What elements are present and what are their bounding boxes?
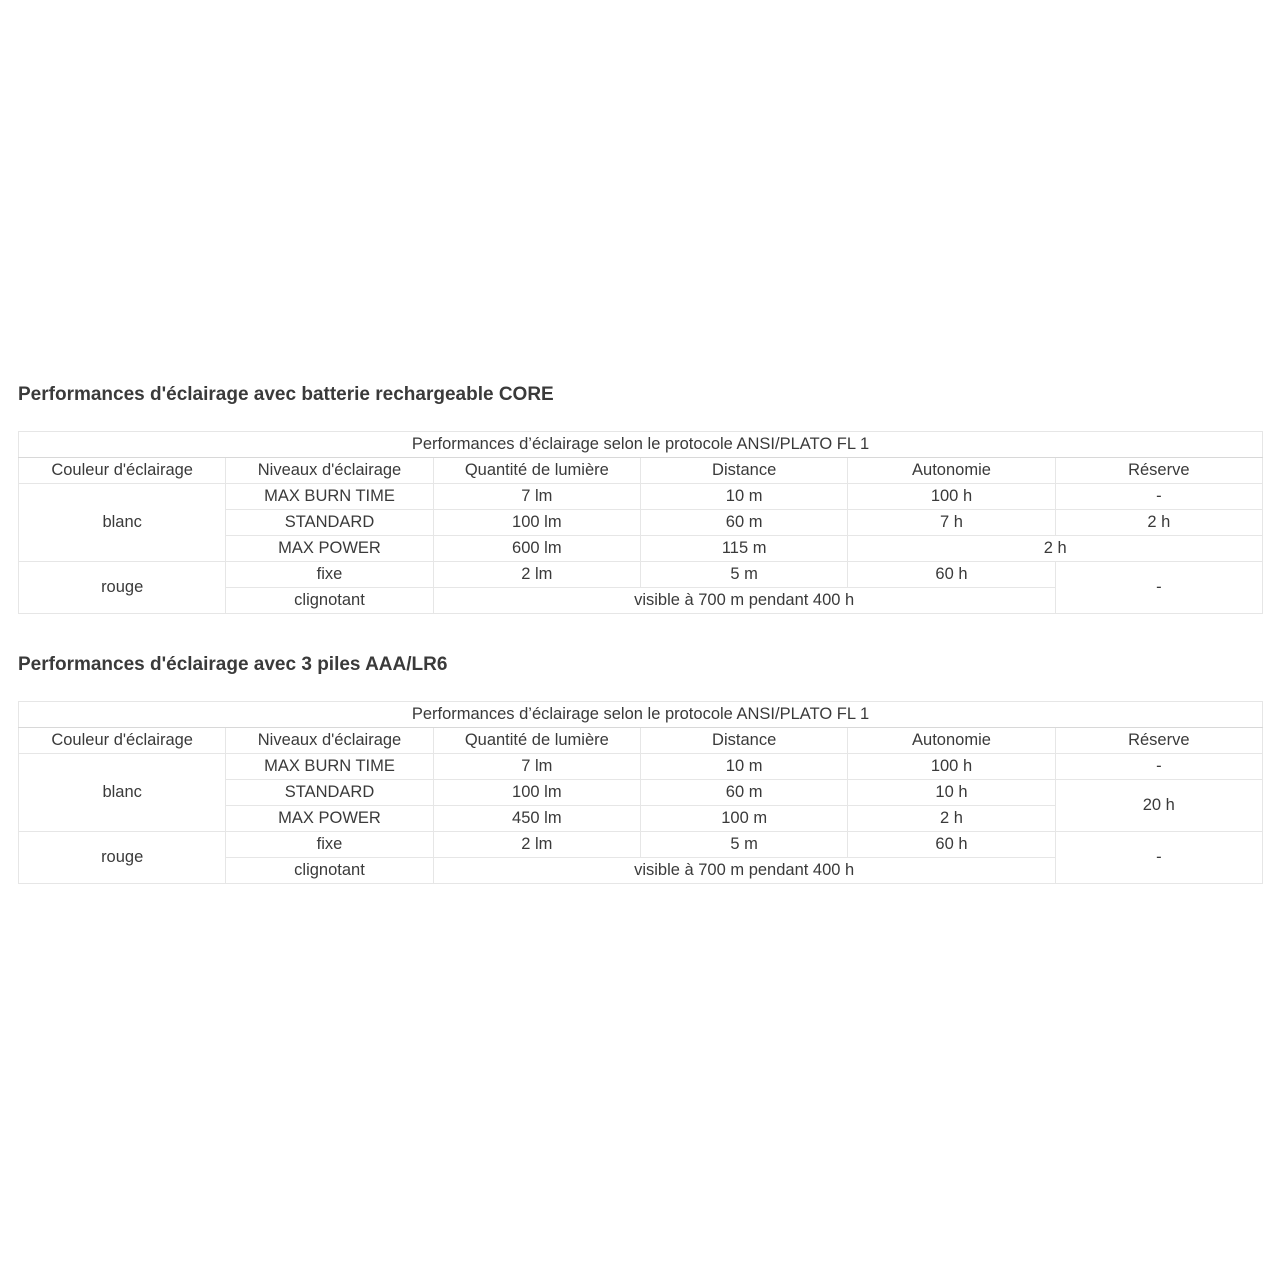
level-cell: STANDARD: [226, 510, 433, 536]
performance-table-core: [18, 431, 1263, 614]
reserve-cell: -: [1055, 484, 1262, 510]
header-level: Niveaux d'éclairage: [226, 458, 433, 484]
table-header-row: [19, 728, 1263, 754]
color-cell-white: blanc: [19, 484, 226, 562]
header-reserve: Réserve: [1055, 728, 1262, 754]
section-core-battery: [18, 383, 1263, 609]
distance-cell: 10 m: [640, 754, 847, 780]
blink-info-cell: visible à 700 m pendant 400 h: [433, 588, 1055, 614]
level-cell: fixe: [226, 562, 433, 588]
header-color: Couleur d'éclairage: [19, 728, 226, 754]
autonomy-cell: 7 h: [848, 510, 1055, 536]
quantity-cell: 7 lm: [433, 484, 640, 510]
autonomy-reserve-cell: 2 h: [848, 536, 1263, 562]
distance-cell: 60 m: [640, 780, 847, 806]
header-distance: Distance: [640, 458, 847, 484]
distance-cell: 5 m: [640, 562, 847, 588]
level-cell: MAX BURN TIME: [226, 754, 433, 780]
autonomy-cell: 60 h: [848, 832, 1055, 858]
quantity-cell: 100 lm: [433, 510, 640, 536]
table-header-row: [19, 458, 1263, 484]
table-caption-row: [19, 432, 1263, 458]
level-cell: MAX BURN TIME: [226, 484, 433, 510]
autonomy-cell: 60 h: [848, 562, 1055, 588]
color-cell-red: rouge: [19, 832, 226, 884]
table-caption-row: [19, 702, 1263, 728]
table-row: [19, 754, 1263, 780]
distance-cell: 100 m: [640, 806, 847, 832]
blink-info-cell: visible à 700 m pendant 400 h: [433, 858, 1055, 884]
table-row: [19, 562, 1263, 588]
quantity-cell: 100 lm: [433, 780, 640, 806]
section-title: Performances d'éclairage avec 3 piles AAA/LR6: [18, 654, 448, 675]
reserve-cell-red: -: [1055, 832, 1262, 884]
reserve-cell-white: 20 h: [1055, 780, 1262, 832]
header-reserve: Réserve: [1055, 458, 1262, 484]
section-aaa-batteries: [18, 653, 1263, 879]
level-cell: fixe: [226, 832, 433, 858]
color-cell-red: rouge: [19, 562, 226, 614]
quantity-cell: 7 lm: [433, 754, 640, 780]
distance-cell: 10 m: [640, 484, 847, 510]
distance-cell: 5 m: [640, 832, 847, 858]
table-row: [19, 832, 1263, 858]
color-cell-white: blanc: [19, 754, 226, 832]
reserve-cell: -: [1055, 754, 1262, 780]
table-caption: Performances d’éclairage selon le protocole ANSI/PLATO FL 1: [19, 702, 1263, 728]
header-autonomy: Autonomie: [848, 728, 1055, 754]
level-cell: STANDARD: [226, 780, 433, 806]
quantity-cell: 2 lm: [433, 832, 640, 858]
quantity-cell: 2 lm: [433, 562, 640, 588]
reserve-cell-red: -: [1055, 562, 1262, 614]
header-level: Niveaux d'éclairage: [226, 728, 433, 754]
autonomy-cell: 100 h: [848, 754, 1055, 780]
distance-cell: 115 m: [640, 536, 847, 562]
level-cell: MAX POWER: [226, 806, 433, 832]
autonomy-cell: 2 h: [848, 806, 1055, 832]
level-cell: clignotant: [226, 858, 433, 884]
level-cell: MAX POWER: [226, 536, 433, 562]
distance-cell: 60 m: [640, 510, 847, 536]
performance-table-aaa: [18, 701, 1263, 884]
table-caption: Performances d’éclairage selon le protocole ANSI/PLATO FL 1: [19, 432, 1263, 458]
header-distance: Distance: [640, 728, 847, 754]
header-quantity: Quantité de lumière: [433, 458, 640, 484]
quantity-cell: 600 lm: [433, 536, 640, 562]
header-color: Couleur d'éclairage: [19, 458, 226, 484]
table-row: [19, 484, 1263, 510]
level-cell: clignotant: [226, 588, 433, 614]
autonomy-cell: 10 h: [848, 780, 1055, 806]
header-autonomy: Autonomie: [848, 458, 1055, 484]
header-quantity: Quantité de lumière: [433, 728, 640, 754]
section-title: Performances d'éclairage avec batterie rechargeable CORE: [18, 384, 554, 405]
autonomy-cell: 100 h: [848, 484, 1055, 510]
quantity-cell: 450 lm: [433, 806, 640, 832]
reserve-cell: 2 h: [1055, 510, 1262, 536]
